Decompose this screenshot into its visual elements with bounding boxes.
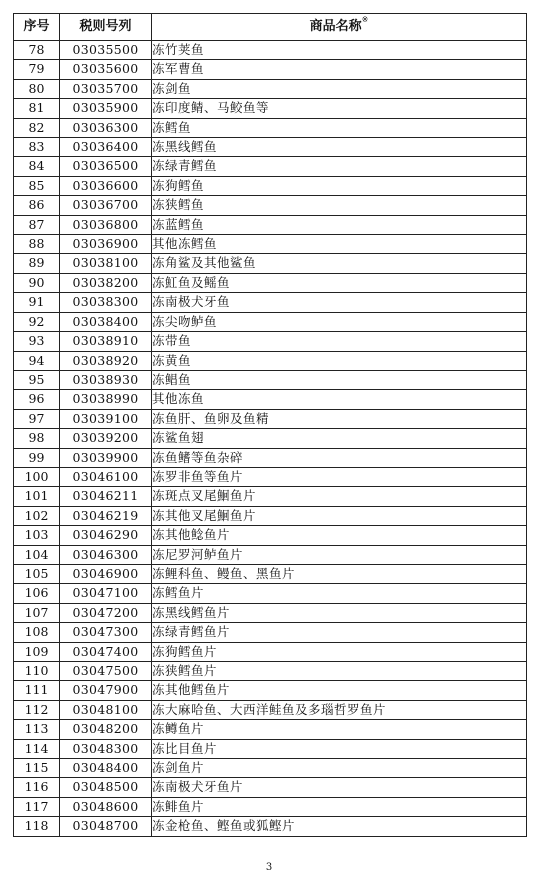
table-row xyxy=(14,526,527,545)
row-index: 104 xyxy=(14,545,60,564)
row-product-name: 冻竹荚鱼 xyxy=(152,41,527,60)
row-product-name: 冻黑线鳕鱼 xyxy=(152,138,527,157)
row-product-name: 冻印度鲭、马鲛鱼等 xyxy=(152,99,527,118)
header-name-text: 商品名称 xyxy=(309,19,362,34)
row-product-name: 冻蓝鳕鱼 xyxy=(152,215,527,234)
table-row xyxy=(14,487,527,506)
row-tariff-code: 03048500 xyxy=(60,778,152,797)
row-product-name: 冻鲤科鱼、鳗鱼、黑鱼片 xyxy=(152,564,527,583)
row-product-name: 冻南极犬牙鱼片 xyxy=(152,778,527,797)
row-index: 116 xyxy=(14,778,60,797)
row-product-name: 冻剑鱼片 xyxy=(152,759,527,778)
row-index: 111 xyxy=(14,681,60,700)
row-tariff-code: 03039200 xyxy=(60,429,152,448)
row-index: 87 xyxy=(14,215,60,234)
row-tariff-code: 03046100 xyxy=(60,467,152,486)
table-row xyxy=(14,41,527,60)
row-index: 100 xyxy=(14,467,60,486)
row-tariff-code: 03038930 xyxy=(60,370,152,389)
table-row xyxy=(14,215,527,234)
table-row xyxy=(14,390,527,409)
row-tariff-code: 03047300 xyxy=(60,623,152,642)
row-product-name: 冻其他鳕鱼片 xyxy=(152,681,527,700)
row-index: 110 xyxy=(14,662,60,681)
row-index: 114 xyxy=(14,739,60,758)
row-index: 98 xyxy=(14,429,60,448)
row-product-name: 冻狭鳕鱼 xyxy=(152,196,527,215)
row-product-name: 冻黄鱼 xyxy=(152,351,527,370)
table-row xyxy=(14,429,527,448)
row-tariff-code: 03047900 xyxy=(60,681,152,700)
row-index: 117 xyxy=(14,797,60,816)
row-index: 102 xyxy=(14,506,60,525)
row-tariff-code: 03036600 xyxy=(60,176,152,195)
row-tariff-code: 03035900 xyxy=(60,99,152,118)
row-product-name: 冻斑点叉尾鮰鱼片 xyxy=(152,487,527,506)
row-product-name: 冻其他鲶鱼片 xyxy=(152,526,527,545)
row-tariff-code: 03038910 xyxy=(60,332,152,351)
row-product-name: 其他冻鱼 xyxy=(152,390,527,409)
row-tariff-code: 03047400 xyxy=(60,642,152,661)
row-tariff-code: 03046290 xyxy=(60,526,152,545)
row-product-name: 冻鱼肝、鱼卵及鱼精 xyxy=(152,409,527,428)
row-index: 80 xyxy=(14,79,60,98)
table-header xyxy=(14,14,527,41)
row-index: 97 xyxy=(14,409,60,428)
row-product-name: 冻鱼鳍等鱼杂碎 xyxy=(152,448,527,467)
row-product-name: 冻绿青鳕鱼 xyxy=(152,157,527,176)
table-row xyxy=(14,176,527,195)
row-tariff-code: 03047100 xyxy=(60,584,152,603)
row-product-name: 冻鳕鱼片 xyxy=(152,584,527,603)
row-product-name: 冻角鲨及其他鲨鱼 xyxy=(152,254,527,273)
row-index: 107 xyxy=(14,603,60,622)
table-row xyxy=(14,662,527,681)
row-tariff-code: 03046211 xyxy=(60,487,152,506)
row-tariff-code: 03036900 xyxy=(60,235,152,254)
row-tariff-code: 03048700 xyxy=(60,817,152,836)
header-name-note: ※ xyxy=(361,15,369,24)
row-product-name: 冻鲳鱼 xyxy=(152,370,527,389)
table-row xyxy=(14,545,527,564)
row-index: 103 xyxy=(14,526,60,545)
table-row xyxy=(14,623,527,642)
row-product-name: 冻其他叉尾鮰鱼片 xyxy=(152,506,527,525)
row-product-name: 冻比目鱼片 xyxy=(152,739,527,758)
row-index: 86 xyxy=(14,196,60,215)
table-row xyxy=(14,351,527,370)
row-index: 108 xyxy=(14,623,60,642)
row-product-name: 冻带鱼 xyxy=(152,332,527,351)
row-index: 113 xyxy=(14,720,60,739)
row-index: 115 xyxy=(14,759,60,778)
row-index: 99 xyxy=(14,448,60,467)
table-row xyxy=(14,99,527,118)
row-tariff-code: 03039100 xyxy=(60,409,152,428)
row-index: 105 xyxy=(14,564,60,583)
row-tariff-code: 03047500 xyxy=(60,662,152,681)
row-tariff-code: 03038990 xyxy=(60,390,152,409)
row-index: 101 xyxy=(14,487,60,506)
row-index: 109 xyxy=(14,642,60,661)
row-product-name: 冻鲱鱼片 xyxy=(152,797,527,816)
table-row xyxy=(14,370,527,389)
table-body xyxy=(14,41,527,837)
header-code: 税则号列 xyxy=(60,14,152,41)
row-tariff-code: 03035500 xyxy=(60,41,152,60)
row-tariff-code: 03038300 xyxy=(60,293,152,312)
table-row xyxy=(14,467,527,486)
table-row xyxy=(14,254,527,273)
row-product-name: 冻狭鳕鱼片 xyxy=(152,662,527,681)
row-product-name: 冻剑鱼 xyxy=(152,79,527,98)
table-row xyxy=(14,797,527,816)
row-product-name: 冻狗鳕鱼 xyxy=(152,176,527,195)
table-row xyxy=(14,778,527,797)
table-row xyxy=(14,332,527,351)
row-tariff-code: 03038400 xyxy=(60,312,152,331)
row-tariff-code: 03036300 xyxy=(60,118,152,137)
page-number: 3 xyxy=(265,862,273,873)
table-row xyxy=(14,196,527,215)
row-product-name: 冻金枪鱼、鲣鱼或狐鲣片 xyxy=(152,817,527,836)
row-tariff-code: 03035700 xyxy=(60,79,152,98)
row-product-name: 冻南极犬牙鱼 xyxy=(152,293,527,312)
row-product-name: 冻军曹鱼 xyxy=(152,60,527,79)
table-row xyxy=(14,720,527,739)
row-product-name: 冻魟鱼及鳐鱼 xyxy=(152,273,527,292)
row-index: 118 xyxy=(14,817,60,836)
row-index: 90 xyxy=(14,273,60,292)
row-index: 84 xyxy=(14,157,60,176)
row-tariff-code: 03036800 xyxy=(60,215,152,234)
row-index: 88 xyxy=(14,235,60,254)
row-tariff-code: 03038200 xyxy=(60,273,152,292)
row-tariff-code: 03038100 xyxy=(60,254,152,273)
row-product-name: 冻鳕鱼 xyxy=(152,118,527,137)
row-index: 81 xyxy=(14,99,60,118)
header-row xyxy=(14,14,527,41)
row-product-name: 冻尖吻鲈鱼 xyxy=(152,312,527,331)
row-tariff-code: 03046300 xyxy=(60,545,152,564)
row-tariff-code: 03035600 xyxy=(60,60,152,79)
row-index: 112 xyxy=(14,700,60,719)
table-row xyxy=(14,235,527,254)
table-row xyxy=(14,157,527,176)
table-row xyxy=(14,138,527,157)
table-row xyxy=(14,642,527,661)
row-index: 82 xyxy=(14,118,60,137)
row-tariff-code: 03036400 xyxy=(60,138,152,157)
table-row xyxy=(14,273,527,292)
row-tariff-code: 03046219 xyxy=(60,506,152,525)
row-product-name: 冻大麻哈鱼、大西洋鲑鱼及多瑙哲罗鱼片 xyxy=(152,700,527,719)
row-index: 83 xyxy=(14,138,60,157)
table-row xyxy=(14,409,527,428)
table-row xyxy=(14,603,527,622)
table-row xyxy=(14,584,527,603)
row-index: 91 xyxy=(14,293,60,312)
row-tariff-code: 03048300 xyxy=(60,739,152,758)
table-row xyxy=(14,448,527,467)
table-row xyxy=(14,312,527,331)
tariff-table xyxy=(13,13,527,837)
row-tariff-code: 03048600 xyxy=(60,797,152,816)
row-tariff-code: 03048400 xyxy=(60,759,152,778)
row-product-name: 冻鳟鱼片 xyxy=(152,720,527,739)
row-product-name: 冻黑线鳕鱼片 xyxy=(152,603,527,622)
row-product-name: 冻鲨鱼翅 xyxy=(152,429,527,448)
row-index: 93 xyxy=(14,332,60,351)
row-product-name: 冻尼罗河鲈鱼片 xyxy=(152,545,527,564)
row-tariff-code: 03046900 xyxy=(60,564,152,583)
row-index: 85 xyxy=(14,176,60,195)
table-row xyxy=(14,60,527,79)
row-tariff-code: 03039900 xyxy=(60,448,152,467)
table-row xyxy=(14,118,527,137)
row-product-name: 其他冻鳕鱼 xyxy=(152,235,527,254)
row-tariff-code: 03038920 xyxy=(60,351,152,370)
row-product-name: 冻绿青鳕鱼片 xyxy=(152,623,527,642)
table-row xyxy=(14,79,527,98)
row-tariff-code: 03048200 xyxy=(60,720,152,739)
row-tariff-code: 03047200 xyxy=(60,603,152,622)
table-row xyxy=(14,681,527,700)
row-index: 106 xyxy=(14,584,60,603)
row-tariff-code: 03036700 xyxy=(60,196,152,215)
row-index: 94 xyxy=(14,351,60,370)
header-index: 序号 xyxy=(14,14,60,41)
row-index: 96 xyxy=(14,390,60,409)
table-row xyxy=(14,506,527,525)
table-row xyxy=(14,739,527,758)
row-tariff-code: 03048100 xyxy=(60,700,152,719)
row-tariff-code: 03036500 xyxy=(60,157,152,176)
row-index: 95 xyxy=(14,370,60,389)
row-index: 79 xyxy=(14,60,60,79)
row-index: 92 xyxy=(14,312,60,331)
row-product-name: 冻狗鳕鱼片 xyxy=(152,642,527,661)
row-product-name: 冻罗非鱼等鱼片 xyxy=(152,467,527,486)
table-row xyxy=(14,759,527,778)
table-row xyxy=(14,700,527,719)
table-row xyxy=(14,293,527,312)
table-row xyxy=(14,564,527,583)
table-row xyxy=(14,817,527,836)
row-index: 89 xyxy=(14,254,60,273)
header-name xyxy=(152,14,527,41)
row-index: 78 xyxy=(14,41,60,60)
